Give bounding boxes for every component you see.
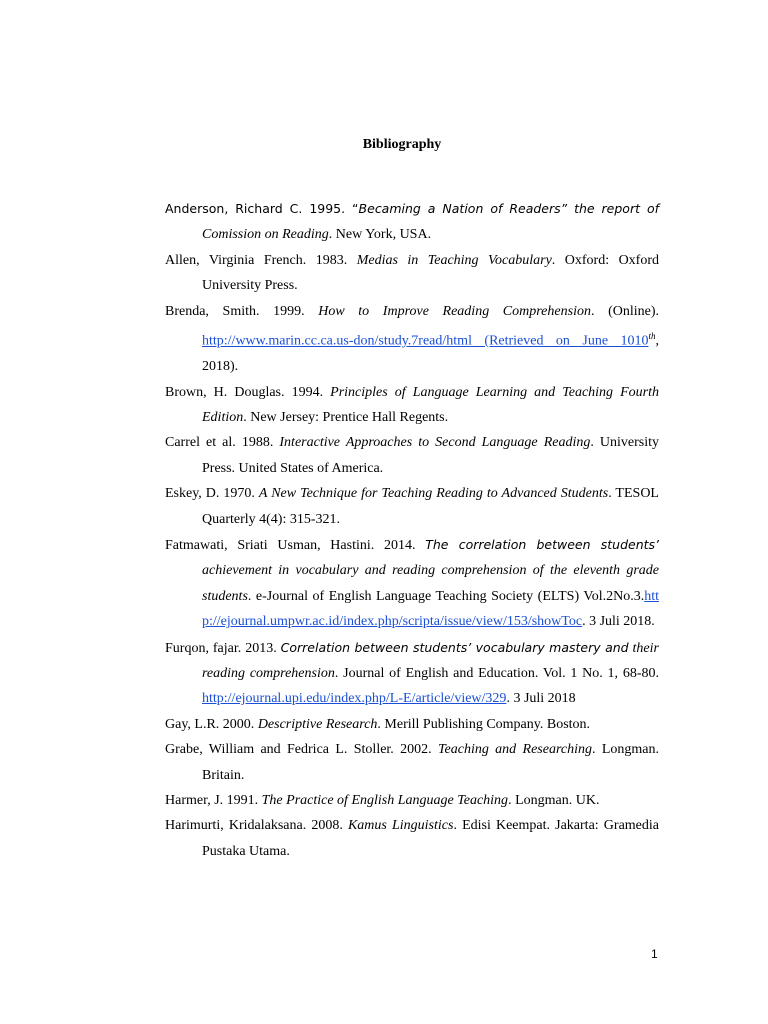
ref-title: Descriptive Research <box>257 716 378 732</box>
ref-title: A New Technique for Teaching Reading to Advanced Students <box>258 486 609 502</box>
ref-author: Allen, Virginia French. 1983. <box>165 252 357 268</box>
ref-date: . 3 Juli 2018 <box>506 691 576 707</box>
ref-title: How to Improve Reading Comprehension <box>318 303 591 319</box>
ref-publisher: . Merill Publishing Company. Boston. <box>377 716 591 732</box>
reference-entry <box>165 737 659 788</box>
ref-publisher: . Oxford: Oxford University Press. <box>202 252 660 294</box>
ref-title-cont: Comission on Reading <box>202 227 329 243</box>
ref-superscript: th <box>648 331 656 342</box>
ref-title: The Practice of English Language Teaching <box>261 793 509 808</box>
ref-title: Medias in Teaching Vocabulary <box>356 252 552 268</box>
ref-publisher: . Longman. Britain. <box>202 742 660 783</box>
reference-entry <box>165 248 659 299</box>
ref-title: Becaming a Nation of Readers” the report of <box>358 201 659 216</box>
ref-author: Harimurti, Kridalaksana. 2008. <box>165 818 348 834</box>
ref-author: Fatmawati, Sriati Usman, Hastini. 2014. <box>165 537 426 553</box>
ref-source: . (Online). <box>590 303 659 319</box>
reference-entry <box>165 532 659 635</box>
ref-author: Gay, L.R. 2000. <box>165 716 258 732</box>
reference-entry <box>165 481 659 532</box>
reference-entry <box>165 380 659 431</box>
reference-entry <box>165 635 659 712</box>
ref-source: . Journal of English and Education. Vol. 1 No. 1, 68-80. <box>334 665 659 681</box>
ref-author: Grabe, William and Fedrica L. Stoller. 2002. <box>165 742 439 758</box>
reference-list <box>165 196 659 864</box>
ref-title: Teaching and Researching <box>438 742 592 758</box>
ref-publisher: . TESOL Quarterly 4(4): 315-321. <box>202 486 659 527</box>
reference-entry <box>165 712 659 737</box>
ref-title-cont: their reading comprehension <box>202 640 659 681</box>
reference-entry <box>165 430 659 481</box>
ref-title: Principles of Language Learning and Teaching Fourth Edition <box>202 384 659 425</box>
ref-link[interactable]: http://www.marin.cc.ca.us-don/study.7read/html (Retrieved on June 1010 <box>202 333 649 349</box>
ref-publisher: . Edisi Keempat. Jakarta: Gramedia Pustaka Utama. <box>202 818 659 859</box>
ref-title-cont: achievement in vocabulary and reading comprehension of the eleventh grade students <box>202 563 659 604</box>
ref-author: Brown, H. Douglas. 1994. <box>165 384 331 400</box>
reference-entry <box>165 813 659 864</box>
ref-author: Brenda, Smith. 1999. <box>165 303 319 319</box>
ref-publisher: . University Press. United States of America. <box>202 435 659 476</box>
ref-publisher: . New York, USA. <box>328 227 432 243</box>
ref-publisher: . Longman. UK. <box>508 793 600 808</box>
reference-entry <box>165 196 659 248</box>
ref-publisher: . New Jersey: Prentice Hall Regents. <box>243 409 449 425</box>
ref-title: The correlation between students’ <box>425 536 660 552</box>
ref-date: . 3 Juli 2018. <box>582 614 655 630</box>
ref-author: Furqon, fajar. 2013. <box>165 640 281 656</box>
ref-title: Correlation between students’ vocabulary mastery and <box>280 639 629 655</box>
ref-author: Carrel et al. 1988. <box>165 435 280 451</box>
ref-author: Anderson, Richard C. 1995. “ <box>165 201 359 216</box>
page-number: 1 <box>651 947 658 961</box>
page-title: Bibliography <box>362 137 442 152</box>
ref-link[interactable]: http://ejournal.umpwr.ac.id/index.php/scripta/issue/view/153/showToc <box>202 588 659 630</box>
ref-link[interactable]: http://ejournal.upi.edu/index.php/L-E/article/view/329 <box>202 691 507 707</box>
ref-author: Eskey, D. 1970. <box>165 486 259 502</box>
ref-author: Harmer, J. 1991. <box>165 793 262 808</box>
reference-entry <box>165 299 659 380</box>
ref-date: , 2018). <box>202 333 659 375</box>
ref-source: . e-Journal of English Language Teaching Society (ELTS) Vol.2No.3. <box>247 588 645 604</box>
ref-title: Kamus Linguistics <box>347 818 454 834</box>
ref-title: Interactive Approaches to Second Language Reading <box>279 435 591 451</box>
reference-entry <box>165 788 659 813</box>
